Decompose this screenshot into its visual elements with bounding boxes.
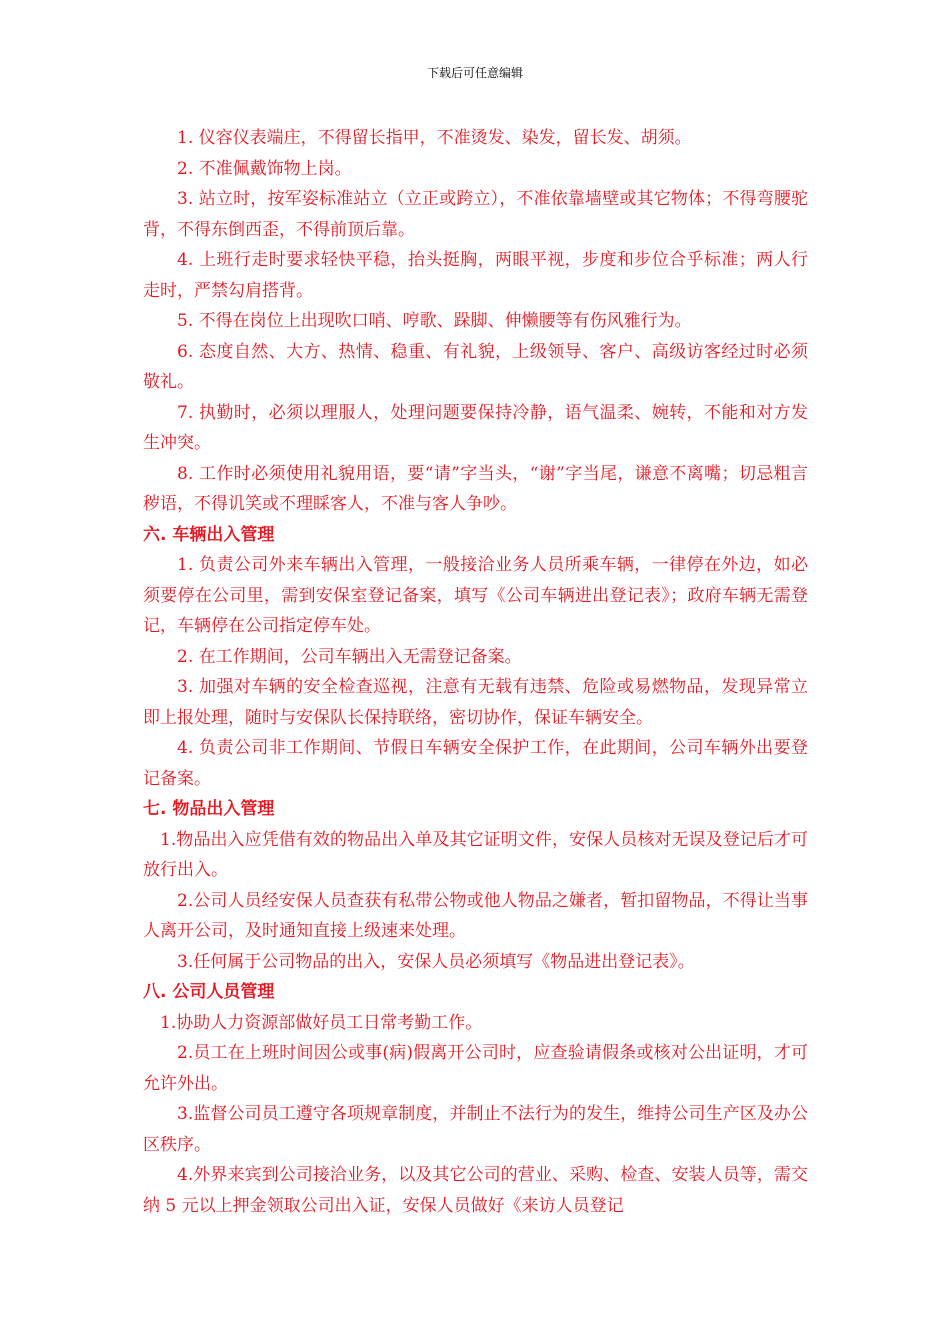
- paragraph: 2.员工在上班时间因公或事(病)假离开公司时，应查验请假条或核对公出证明，才可允许外出。: [143, 1043, 808, 1094]
- section-heading: 六. 车辆出入管理: [143, 524, 275, 545]
- document-body: [143, 123, 808, 1221]
- paragraph: 2. 在工作期间，公司车辆出入无需登记备案。: [177, 646, 522, 667]
- paragraph: 4.外界来宾到公司接洽业务，以及其它公司的营业、采购、检查、安装人员等，需交纳 5 元以上押金领取公司出入证，安保人员做好《来访人员登记: [143, 1165, 808, 1216]
- paragraph: 3. 站立时，按军姿标准站立（立正或跨立），不准依靠墙壁或其它物体；不得弯腰驼背，不得东倒西歪，不得前顶后靠。: [143, 189, 808, 240]
- paragraph: 2. 不准佩戴饰物上岗。: [177, 158, 352, 179]
- section-heading: 八. 公司人员管理: [143, 982, 275, 1002]
- paragraph: 6. 态度自然、大方、热情、稳重、有礼貌，上级领导、客户、高级访客经过时必须敬礼。: [143, 341, 808, 392]
- page-header: 下载后可任意编辑: [426, 66, 523, 80]
- paragraph: 1.物品出入应凭借有效的物品出入单及其它证明文件，安保人员核对无误及登记后才可放行出入。: [143, 829, 808, 880]
- paragraph: 3.监督公司员工遵守各项规章制度，并制止不法行为的发生，维持公司生产区及办公区秩序。: [143, 1104, 808, 1155]
- paragraph: 3. 加强对车辆的安全检查巡视，注意有无载有违禁、危险或易燃物品，发现异常立即上报处理，随时与安保队长保持联络，密切协作，保证车辆安全。: [143, 677, 808, 728]
- paragraph: 3.任何属于公司物品的出入，安保人员必须填写《物品进出登记表》。: [177, 951, 695, 972]
- paragraph: 8. 工作时必须使用礼貌用语，要“请”字当头，“谢”字当尾，谦意不离嘴；切忌粗言秽语，不得讥笑或不理睬客人，不准与客人争吵。: [143, 463, 808, 514]
- paragraph: 4. 负责公司非工作期间、节假日车辆安全保护工作，在此期间，公司车辆外出要登记备案。: [143, 738, 808, 789]
- paragraph: 4. 上班行走时要求轻快平稳，抬头挺胸，两眼平视，步度和步位合乎标准；两人行走时，严禁勾肩搭背。: [143, 250, 808, 301]
- paragraph: 1.协助人力资源部做好员工日常考勤工作。: [160, 1012, 483, 1033]
- paragraph: 2.公司人员经安保人员查获有私带公物或他人物品之嫌者，暂扣留物品，不得让当事人离开公司，及时通知直接上级速来处理。: [143, 890, 808, 941]
- paragraph: 1. 负责公司外来车辆出入管理，一般接洽业务人员所乘车辆，一律停在外边，如必须要停在公司里，需到安保室登记备案，填写《公司车辆进出登记表》；政府车辆无需登记，车辆停在公司指定停车处。: [143, 555, 808, 636]
- section-heading: 七. 物品出入管理: [143, 799, 275, 819]
- paragraph: 7. 执勤时，必须以理服人，处理问题要保持冷静，语气温柔、婉转，不能和对方发生冲突。: [143, 402, 808, 453]
- paragraph: 1. 仪容仪表端庄，不得留长指甲，不准烫发、染发，留长发、胡须。: [177, 128, 692, 148]
- paragraph: 5. 不得在岗位上出现吹口哨、哼歌、跺脚、伸懒腰等有伤风雅行为。: [177, 311, 692, 331]
